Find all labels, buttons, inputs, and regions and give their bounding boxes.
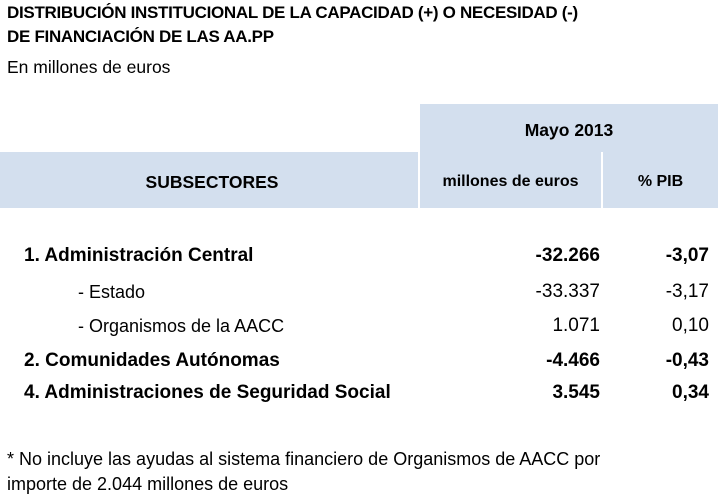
row-value-pib: -0,43	[665, 350, 709, 371]
row-value-millones: 3.545	[552, 382, 600, 403]
row-value-pib: -3,07	[665, 245, 709, 266]
title-line-2: DE FINANCIACIÓN DE LAS AA.PP	[7, 27, 274, 46]
row-value-millones: -33.337	[535, 281, 600, 302]
row-label: 2. Comunidades Autónomas	[24, 350, 280, 371]
row-label: - Estado	[78, 282, 146, 302]
table-row	[0, 310, 718, 342]
footnote-line-1: * No incluye las ayudas al sistema financiero de Organismos de AACC por	[7, 449, 601, 469]
table-row	[0, 345, 718, 377]
subtitle: En millones de euros	[7, 57, 171, 77]
column-header-subsectores: SUBSECTORES	[145, 172, 279, 192]
footnote-line-2: importe de 2.044 millones de euros	[7, 474, 289, 494]
row-value-millones: -32.266	[535, 245, 600, 266]
period-header: Mayo 2013	[524, 120, 614, 140]
table-row	[0, 240, 718, 272]
column-header-pib: % PIB	[637, 173, 684, 190]
table-row	[0, 377, 718, 409]
table-row	[0, 276, 718, 308]
row-value-millones: 1.071	[552, 315, 600, 336]
row-label: 4. Administraciones de Seguridad Social	[24, 382, 391, 403]
title-line-1: DISTRIBUCIÓN INSTITUCIONAL DE LA CAPACIDAD (+) O NECESIDAD (-)	[7, 3, 578, 22]
row-value-pib: 0,34	[672, 382, 709, 403]
row-value-pib: -3,17	[665, 281, 709, 302]
row-value-pib: 0,10	[672, 315, 709, 336]
row-label: - Organismos de la AACC	[78, 316, 285, 336]
row-label: 1. Administración Central	[24, 245, 254, 266]
column-header-millones: millones de euros	[442, 173, 579, 190]
row-value-millones: -4.466	[546, 350, 600, 371]
